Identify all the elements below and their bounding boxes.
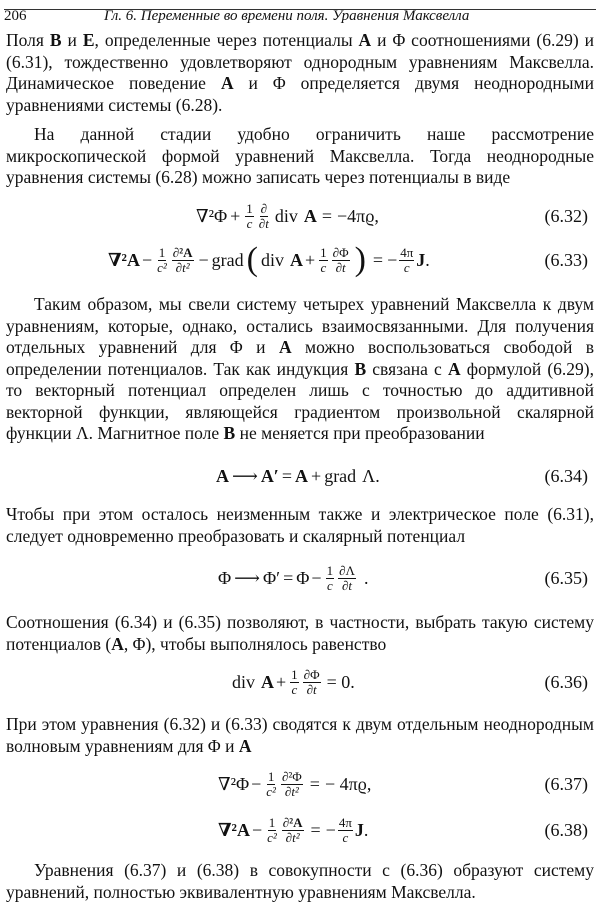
paragraph-6: При этом уравнения (6.32) и (6.33) сводятся к двум отдельным неоднородным волновым уравнениям для Φ и A xyxy=(6,714,594,756)
equation-6-33: ∇²A − $\frac{1}{\text{c²}}$ $\frac{\text{∂²A}}{\text{∂t²}}$ − grad ( div A + $\frac{1}{c}$ $\frac{\partial\Phi}{\partial t}$ ) = − $\frac{4\pi}{c}$ J . (6.33) xyxy=(0,236,600,284)
paragraph-2: На данной стадии удобно ограничить наше рассмотрение микроскопической формой уравнений Максвелла. Тогда неоднородные уравнения системы (6.28) можно записать через потенциалы в виде xyxy=(6,124,594,187)
equation-6-35: Φ ⟶ Φ′ = Φ − $\frac{1}{c}$ $\frac{\partial\Lambda}{\partial t}$ . (6.35) xyxy=(0,554,600,602)
equation-6-37: ∇²Φ − $\frac{1}{\text{c²}}$ $\frac{\text{∂²Φ}}{\text{∂t²}}$ = − 4πϱ, (6.37) xyxy=(0,760,600,808)
equation-number: (6.34) xyxy=(544,465,588,486)
equation-number: (6.33) xyxy=(544,249,588,270)
equation-number: (6.37) xyxy=(544,773,588,794)
paragraph-3: Таким образом, мы свели систему четырех уравнений Максвелла к двум уравнениям, которые, однако, остались взаимосвязанными. Для получения отдельных уравнений для Φ и A можно воспользоваться свободой в определении потенциалов. Так как индукция B связана с A формулой (6.29), то векторный потенциал определен лишь с точностью до аддитивной векторной функции, являющейся градиентом произвольной скалярной функции Λ. Магнитное поле B не меняется при преобразовании xyxy=(6,294,595,443)
paragraph-5: Соотношения (6.34) и (6.35) позволяют, в частности, выбрать такую систему потенциалов (A, Φ), чтобы выполнялось равенство xyxy=(6,612,594,654)
running-title: Гл. 6. Переменные во времени поля. Уравнения Максвелла xyxy=(104,8,470,24)
paragraph-1: Поля B и E, определенные через потенциалы A и Φ соотношениями (6.29) и (6.31), тождественно удовлетворяют однородным уравнениям Максвелла. Динамическое поведение A и Φ определяется двумя неоднородными уравнениями системы (6.28). xyxy=(6,30,594,115)
equation-number: (6.38) xyxy=(544,819,588,840)
equation-number: (6.36) xyxy=(544,671,588,692)
equation-6-32: ∇²Φ + $\frac{1}{c}$ $\frac{\partial}{\partial t}$ div A = −4πϱ, (6.32) xyxy=(0,192,600,240)
running-header xyxy=(4,6,596,24)
equation-number: (6.35) xyxy=(544,567,588,588)
paragraph-7: Уравнения (6.37) и (6.38) в совокупности с (6.36) образуют систему уравнений, полностью эквивалентную уравнениям Максвелла. xyxy=(6,860,594,902)
paragraph-4: Чтобы при этом осталось неизменным также и электрическое поле (6.31), следует одновременно преобразовать и скалярный потенциал xyxy=(6,504,594,546)
equation-6-34: A ⟶ A′ = A + grad Λ. (6.34) xyxy=(0,452,600,500)
equation-number: (6.32) xyxy=(544,205,588,226)
equation-6-38: ∇²A − $\frac{1}{\text{c²}}$ $\frac{\text{∂²A}}{\text{∂t²}}$ = − $\frac{4\pi}{c}$ J . (6.38) xyxy=(0,806,600,854)
page-number: 206 xyxy=(4,8,27,24)
equation-6-36: div A + $\frac{1}{c}$ $\frac{\partial\Phi}{\partial t}$ = 0. (6.36) xyxy=(0,658,600,706)
